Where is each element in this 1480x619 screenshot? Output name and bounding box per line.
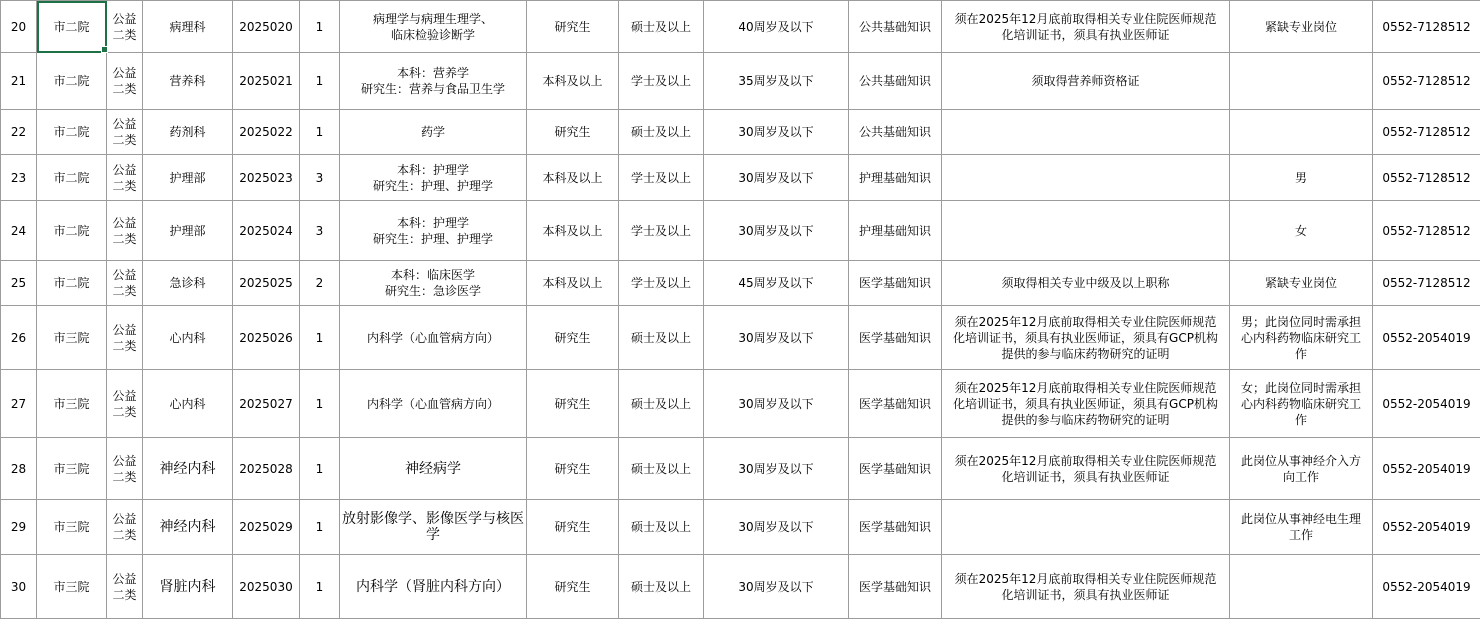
- cell-age-limit[interactable]: 40周岁及以下: [704, 1, 849, 53]
- cell-exam-subject[interactable]: 医学基础知识: [849, 261, 942, 306]
- cell-headcount[interactable]: 1: [300, 555, 340, 619]
- cell-exam-subject[interactable]: 医学基础知识: [849, 555, 942, 619]
- cell-headcount[interactable]: 1: [300, 53, 340, 110]
- cell-age-limit[interactable]: 30周岁及以下: [704, 110, 849, 155]
- cell-category[interactable]: 公益 二类: [107, 53, 143, 110]
- cell-category[interactable]: 公益 二类: [107, 438, 143, 500]
- cell-degree[interactable]: 硕士及以上: [619, 1, 704, 53]
- cell-major[interactable]: 药学: [340, 110, 527, 155]
- cell-degree[interactable]: 学士及以上: [619, 261, 704, 306]
- cell-department[interactable]: 护理部: [143, 155, 233, 201]
- cell-note[interactable]: [1230, 555, 1373, 619]
- cell-education[interactable]: 研究生: [527, 370, 619, 438]
- cell-exam-subject[interactable]: 医学基础知识: [849, 438, 942, 500]
- cell-phone[interactable]: 0552-2054019: [1373, 500, 1480, 555]
- cell-exam-subject[interactable]: 公共基础知识: [849, 1, 942, 53]
- cell-category[interactable]: 公益 二类: [107, 201, 143, 261]
- cell-major[interactable]: 本科：营养学 研究生：营养与食品卫生学: [340, 53, 527, 110]
- cell-row-number[interactable]: 29: [1, 500, 37, 555]
- cell-note[interactable]: 女: [1230, 201, 1373, 261]
- cell-category[interactable]: 公益 二类: [107, 500, 143, 555]
- cell-row-number[interactable]: 25: [1, 261, 37, 306]
- cell-position-code[interactable]: 2025023: [233, 155, 300, 201]
- cell-hospital[interactable]: 市三院: [37, 555, 107, 619]
- cell-phone[interactable]: 0552-7128512: [1373, 201, 1480, 261]
- cell-hospital[interactable]: 市二院: [37, 201, 107, 261]
- cell-age-limit[interactable]: 30周岁及以下: [704, 500, 849, 555]
- cell-category[interactable]: 公益 二类: [107, 370, 143, 438]
- cell-degree[interactable]: 硕士及以上: [619, 306, 704, 370]
- cell-row-number[interactable]: 27: [1, 370, 37, 438]
- cell-row-number[interactable]: 21: [1, 53, 37, 110]
- cell-phone[interactable]: 0552-7128512: [1373, 53, 1480, 110]
- cell-requirement[interactable]: 须在2025年12月底前取得相关专业住院医师规范 化培训证书，须具有执业医师证: [942, 555, 1230, 619]
- table-row: [1, 438, 1480, 500]
- cell-education[interactable]: 本科及以上: [527, 261, 619, 306]
- cell-hospital[interactable]: 市二院: [37, 261, 107, 306]
- cell-position-code[interactable]: 2025021: [233, 53, 300, 110]
- table-row: [1, 201, 1480, 261]
- cell-requirement[interactable]: [942, 201, 1230, 261]
- table-row: [1, 155, 1480, 201]
- cell-department[interactable]: 神经内科: [143, 438, 233, 500]
- cell-requirement[interactable]: 须取得相关专业中级及以上职称: [942, 261, 1230, 306]
- cell-hospital[interactable]: 市二院: [37, 1, 107, 53]
- cell-department[interactable]: 急诊科: [143, 261, 233, 306]
- cell-degree[interactable]: 学士及以上: [619, 201, 704, 261]
- cell-major[interactable]: 内科学（肾脏内科方向）: [340, 555, 527, 619]
- cell-exam-subject[interactable]: 护理基础知识: [849, 201, 942, 261]
- cell-phone[interactable]: 0552-7128512: [1373, 110, 1480, 155]
- cell-education[interactable]: 研究生: [527, 1, 619, 53]
- cell-headcount[interactable]: 1: [300, 438, 340, 500]
- cell-position-code[interactable]: 2025029: [233, 500, 300, 555]
- cell-requirement[interactable]: [942, 155, 1230, 201]
- cell-note[interactable]: 紧缺专业岗位: [1230, 261, 1373, 306]
- cell-phone[interactable]: 0552-7128512: [1373, 155, 1480, 201]
- table-row: [1, 306, 1480, 370]
- cell-requirement[interactable]: 须取得营养师资格证: [942, 53, 1230, 110]
- cell-phone[interactable]: 0552-2054019: [1373, 306, 1480, 370]
- cell-requirement[interactable]: 须在2025年12月底前取得相关专业住院医师规范 化培训证书，须具有执业医师证，须具有GCP机构 提供的参与临床药物研究的证明: [942, 306, 1230, 370]
- cell-age-limit[interactable]: 35周岁及以下: [704, 53, 849, 110]
- cell-exam-subject[interactable]: 护理基础知识: [849, 155, 942, 201]
- cell-note[interactable]: 男；此岗位同时需承担 心内科药物临床研究工 作: [1230, 306, 1373, 370]
- cell-hospital[interactable]: 市三院: [37, 500, 107, 555]
- cell-category[interactable]: 公益 二类: [107, 1, 143, 53]
- cell-department[interactable]: 护理部: [143, 201, 233, 261]
- cell-age-limit[interactable]: 30周岁及以下: [704, 155, 849, 201]
- cell-major[interactable]: 本科：护理学 研究生：护理、护理学: [340, 201, 527, 261]
- cell-age-limit[interactable]: 30周岁及以下: [704, 370, 849, 438]
- cell-headcount[interactable]: 1: [300, 370, 340, 438]
- cell-major[interactable]: 神经病学: [340, 438, 527, 500]
- cell-requirement[interactable]: 须在2025年12月底前取得相关专业住院医师规范 化培训证书，须具有执业医师证: [942, 1, 1230, 53]
- cell-headcount[interactable]: 1: [300, 1, 340, 53]
- cell-row-number[interactable]: 30: [1, 555, 37, 619]
- cell-exam-subject[interactable]: 公共基础知识: [849, 110, 942, 155]
- cell-education[interactable]: 研究生: [527, 500, 619, 555]
- cell-degree[interactable]: 硕士及以上: [619, 110, 704, 155]
- cell-department[interactable]: 心内科: [143, 370, 233, 438]
- cell-position-code[interactable]: 2025026: [233, 306, 300, 370]
- cell-position-code[interactable]: 2025024: [233, 201, 300, 261]
- cell-hospital[interactable]: 市三院: [37, 438, 107, 500]
- cell-hospital[interactable]: 市二院: [37, 155, 107, 201]
- cell-position-code[interactable]: 2025025: [233, 261, 300, 306]
- cell-row-number[interactable]: 28: [1, 438, 37, 500]
- cell-category[interactable]: 公益 二类: [107, 261, 143, 306]
- cell-major[interactable]: 本科：临床医学 研究生：急诊医学: [340, 261, 527, 306]
- cell-department[interactable]: 药剂科: [143, 110, 233, 155]
- cell-age-limit[interactable]: 45周岁及以下: [704, 261, 849, 306]
- cell-major[interactable]: 内科学（心血管病方向）: [340, 370, 527, 438]
- cell-education[interactable]: 研究生: [527, 555, 619, 619]
- cell-category[interactable]: 公益 二类: [107, 555, 143, 619]
- cell-category[interactable]: 公益 二类: [107, 155, 143, 201]
- cell-requirement[interactable]: [942, 110, 1230, 155]
- cell-position-code[interactable]: 2025020: [233, 1, 300, 53]
- cell-degree[interactable]: 硕士及以上: [619, 500, 704, 555]
- cell-requirement[interactable]: [942, 500, 1230, 555]
- cell-note[interactable]: 此岗位从事神经介入方 向工作: [1230, 438, 1373, 500]
- cell-position-code[interactable]: 2025030: [233, 555, 300, 619]
- cell-department[interactable]: 肾脏内科: [143, 555, 233, 619]
- cell-phone[interactable]: 0552-2054019: [1373, 438, 1480, 500]
- cell-education[interactable]: 本科及以上: [527, 155, 619, 201]
- cell-position-code[interactable]: 2025028: [233, 438, 300, 500]
- cell-note[interactable]: 男: [1230, 155, 1373, 201]
- cell-phone[interactable]: 0552-7128512: [1373, 1, 1480, 53]
- cell-degree[interactable]: 学士及以上: [619, 53, 704, 110]
- cell-department[interactable]: 营养科: [143, 53, 233, 110]
- cell-age-limit[interactable]: 30周岁及以下: [704, 306, 849, 370]
- cell-position-code[interactable]: 2025027: [233, 370, 300, 438]
- cell-note[interactable]: 此岗位从事神经电生理 工作: [1230, 500, 1373, 555]
- cell-exam-subject[interactable]: 医学基础知识: [849, 500, 942, 555]
- cell-major[interactable]: 放射影像学、影像医学与核医学: [340, 500, 527, 555]
- cell-major[interactable]: 本科：护理学 研究生：护理、护理学: [340, 155, 527, 201]
- cell-major[interactable]: 内科学（心血管病方向）: [340, 306, 527, 370]
- table-row: [1, 53, 1480, 110]
- table-row: [1, 500, 1480, 555]
- cell-age-limit[interactable]: 30周岁及以下: [704, 555, 849, 619]
- table-row: [1, 261, 1480, 306]
- table-row: [1, 555, 1480, 619]
- cell-position-code[interactable]: 2025022: [233, 110, 300, 155]
- cell-education[interactable]: 研究生: [527, 110, 619, 155]
- cell-degree[interactable]: 硕士及以上: [619, 555, 704, 619]
- cell-education[interactable]: 研究生: [527, 438, 619, 500]
- cell-row-number[interactable]: 24: [1, 201, 37, 261]
- cell-hospital[interactable]: 市二院: [37, 53, 107, 110]
- cell-exam-subject[interactable]: 医学基础知识: [849, 370, 942, 438]
- cell-degree[interactable]: 硕士及以上: [619, 438, 704, 500]
- cell-degree[interactable]: 学士及以上: [619, 155, 704, 201]
- table-row: [1, 370, 1480, 438]
- cell-education[interactable]: 本科及以上: [527, 201, 619, 261]
- cell-hospital[interactable]: 市三院: [37, 370, 107, 438]
- cell-row-number[interactable]: 22: [1, 110, 37, 155]
- fill-handle[interactable]: [101, 46, 108, 53]
- cell-education[interactable]: 本科及以上: [527, 53, 619, 110]
- cell-hospital[interactable]: 市三院: [37, 306, 107, 370]
- cell-headcount[interactable]: 3: [300, 201, 340, 261]
- cell-headcount[interactable]: 2: [300, 261, 340, 306]
- cell-major[interactable]: 病理学与病理生理学、 临床检验诊断学: [340, 1, 527, 53]
- cell-exam-subject[interactable]: 公共基础知识: [849, 53, 942, 110]
- cell-phone[interactable]: 0552-2054019: [1373, 370, 1480, 438]
- cell-note[interactable]: [1230, 53, 1373, 110]
- table-body: [1, 1, 1480, 619]
- cell-headcount[interactable]: 1: [300, 110, 340, 155]
- cell-department[interactable]: 心内科: [143, 306, 233, 370]
- table-row: [1, 1, 1480, 53]
- cell-phone[interactable]: 0552-2054019: [1373, 555, 1480, 619]
- cell-age-limit[interactable]: 30周岁及以下: [704, 201, 849, 261]
- cell-department[interactable]: 病理科: [143, 1, 233, 53]
- cell-row-number[interactable]: 26: [1, 306, 37, 370]
- cell-degree[interactable]: 硕士及以上: [619, 370, 704, 438]
- cell-row-number[interactable]: 23: [1, 155, 37, 201]
- cell-headcount[interactable]: 3: [300, 155, 340, 201]
- cell-hospital[interactable]: 市二院: [37, 110, 107, 155]
- cell-requirement[interactable]: 须在2025年12月底前取得相关专业住院医师规范 化培训证书，须具有执业医师证，须具有GCP机构 提供的参与临床药物研究的证明: [942, 370, 1230, 438]
- cell-note[interactable]: [1230, 110, 1373, 155]
- cell-phone[interactable]: 0552-7128512: [1373, 261, 1480, 306]
- cell-education[interactable]: 研究生: [527, 306, 619, 370]
- cell-department[interactable]: 神经内科: [143, 500, 233, 555]
- cell-age-limit[interactable]: 30周岁及以下: [704, 438, 849, 500]
- cell-category[interactable]: 公益 二类: [107, 110, 143, 155]
- cell-category[interactable]: 公益 二类: [107, 306, 143, 370]
- cell-headcount[interactable]: 1: [300, 306, 340, 370]
- cell-requirement[interactable]: 须在2025年12月底前取得相关专业住院医师规范 化培训证书，须具有执业医师证: [942, 438, 1230, 500]
- table-row: [1, 110, 1480, 155]
- cell-headcount[interactable]: 1: [300, 500, 340, 555]
- cell-exam-subject[interactable]: 医学基础知识: [849, 306, 942, 370]
- cell-note[interactable]: 紧缺专业岗位: [1230, 1, 1373, 53]
- cell-row-number[interactable]: 20: [1, 1, 37, 53]
- cell-note[interactable]: 女；此岗位同时需承担 心内科药物临床研究工 作: [1230, 370, 1373, 438]
